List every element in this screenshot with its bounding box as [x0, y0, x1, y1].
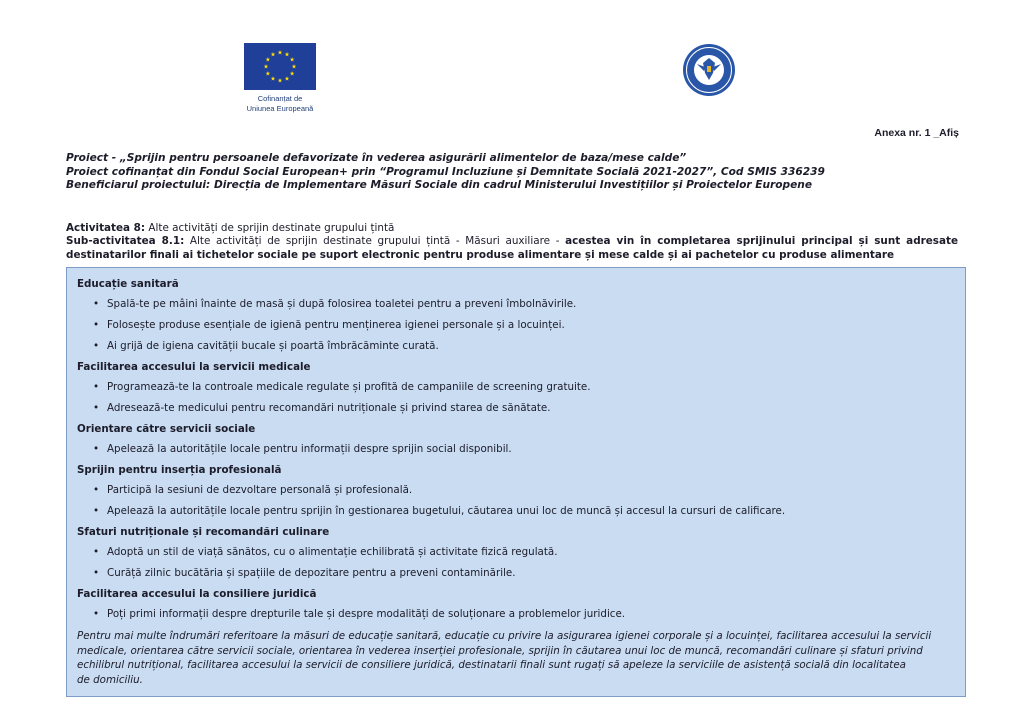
sub-activity-label: Sub-activitatea 8.1: [66, 235, 185, 248]
bullet-item: • Poți primi informații despre drepturile tale și despre modalități de soluționare a problemelor juridice. [77, 604, 957, 625]
eu-star [278, 50, 283, 54]
eu-star [271, 76, 276, 80]
bullet-item: • Adresează-te medicului pentru recomandări nutriționale și privind starea de sănătate. [77, 398, 957, 419]
bullet-item: • Adoptă un stil de viață sănătos, cu o alimentație echilibrată și activitate fizică regulată. [77, 542, 957, 563]
closing-note-line: de domiciliu. [77, 673, 143, 686]
activity-label: Activitatea 8: [66, 222, 146, 234]
section-title: Orientare către servicii sociale [77, 423, 256, 435]
eu-flag-icon [244, 43, 316, 90]
romanian-government-seal-icon [682, 43, 736, 97]
project-cofinancing: Proiect cofinanțat din Fondul Social European+ prin “Programul Incluziune și Demnitate Socială 2021-2027”, Cod SMIS 336239 [66, 165, 825, 178]
eu-caption-line-1: Cofinanțat de [257, 94, 303, 103]
project-beneficiary: Beneficiarul proiectului: Direcția de Implementare Măsuri Sociale din cadrul Ministerului Investițiilor și Proiectelor Europene [66, 179, 813, 191]
section-title: Educație sanitară [77, 278, 179, 290]
bullet-item: • Spală-te pe mâini înainte de masă și după folosirea toaletei pentru a preveni îmbolnăvirile. [77, 294, 957, 315]
eu-star [271, 52, 276, 56]
bullet-item: • Apelează la autoritățile locale pentru informații despre sprijin social disponibil. [77, 439, 957, 460]
sub-activity-text: Alte activități de sprijin destinate grupului țintă - Măsuri auxiliare - [189, 235, 566, 248]
section-title: Facilitarea accesului la servicii medicale [77, 361, 311, 373]
bullet-item: • Apelează la autoritățile locale pentru sprijin în gestionarea bugetului, căutarea unui loc de muncă și accesul la cursuri de calificare. [77, 501, 957, 522]
bullet-item: • Folosește produse esențiale de igienă pentru menținerea igienei personale și a locuinței. [77, 315, 957, 336]
bullet-item: • Participă la sesiuni de dezvoltare personală și profesională. [77, 480, 957, 501]
eu-star [290, 71, 295, 75]
sections-list [77, 274, 957, 687]
eu-star [292, 64, 297, 68]
eu-star [290, 57, 295, 61]
project-title: Proiect - „Sprijin pentru persoanele defavorizate în vederea asigurării alimentelor de baza/mese calde” [66, 152, 687, 164]
eu-star [264, 64, 269, 68]
sub-activity-bold-text: acestea vin în completarea sprijinului principal și sunt adresate destinatarilor finali ai tichetelor sociale pe suport electronic pentru produse alimentare și mese calde și ai pachetelor cu produse alimentare [66, 235, 959, 261]
activity-text: Alte activități de sprijin destinate grupului țintă [148, 222, 395, 234]
section-title: Sfaturi nutriționale și recomandări culinare [77, 526, 330, 538]
eu-star [285, 76, 290, 80]
project-info [66, 152, 966, 193]
closing-note-line: Pentru mai multe îndrumări referitoare la măsuri de educație sanitară, educație cu privire la asigurarea igienei corporale și a locuinței, facilitarea accesului la servicii [77, 630, 932, 642]
section-title: Facilitarea accesului la consiliere juridică [77, 588, 317, 600]
closing-note-line: echilibrul nutrițional, facilitarea accesului la servicii de consiliere juridică, destinatarii finali sunt rugați să apeleze la serviciile de asistență socială din localitatea [77, 659, 906, 671]
section-title: Sprijin pentru inserția profesională [77, 464, 282, 476]
bullet-item: • Curăță zilnic bucătăria și spațiile de depozitare pentru a preveni contaminările. [77, 563, 957, 584]
eu-caption-line-2: Uniunea Europeană [246, 103, 314, 113]
eu-cofinancing-caption [228, 94, 332, 113]
closing-note [77, 629, 957, 687]
info-box [66, 267, 966, 697]
eu-star [266, 71, 271, 75]
closing-note-line: medicale, orientarea către servicii sociale, orientarea în vederea inserției profesionale, sprijin în căutarea unui loc de muncă, recomandări culinare și sfaturi privind [77, 644, 923, 657]
annex-label: Anexa nr. 1 _Afiș [874, 127, 959, 139]
eu-star [285, 52, 290, 56]
eu-star [278, 78, 283, 82]
bullet-item: • Programează-te la controale medicale regulate și profită de campaniile de screening gratuite. [77, 377, 957, 398]
eu-star [266, 57, 271, 61]
bullet-item: • Ai grijă de igiena cavității bucale și poartă îmbrăcăminte curată. [77, 336, 957, 357]
activity-info [66, 222, 958, 262]
